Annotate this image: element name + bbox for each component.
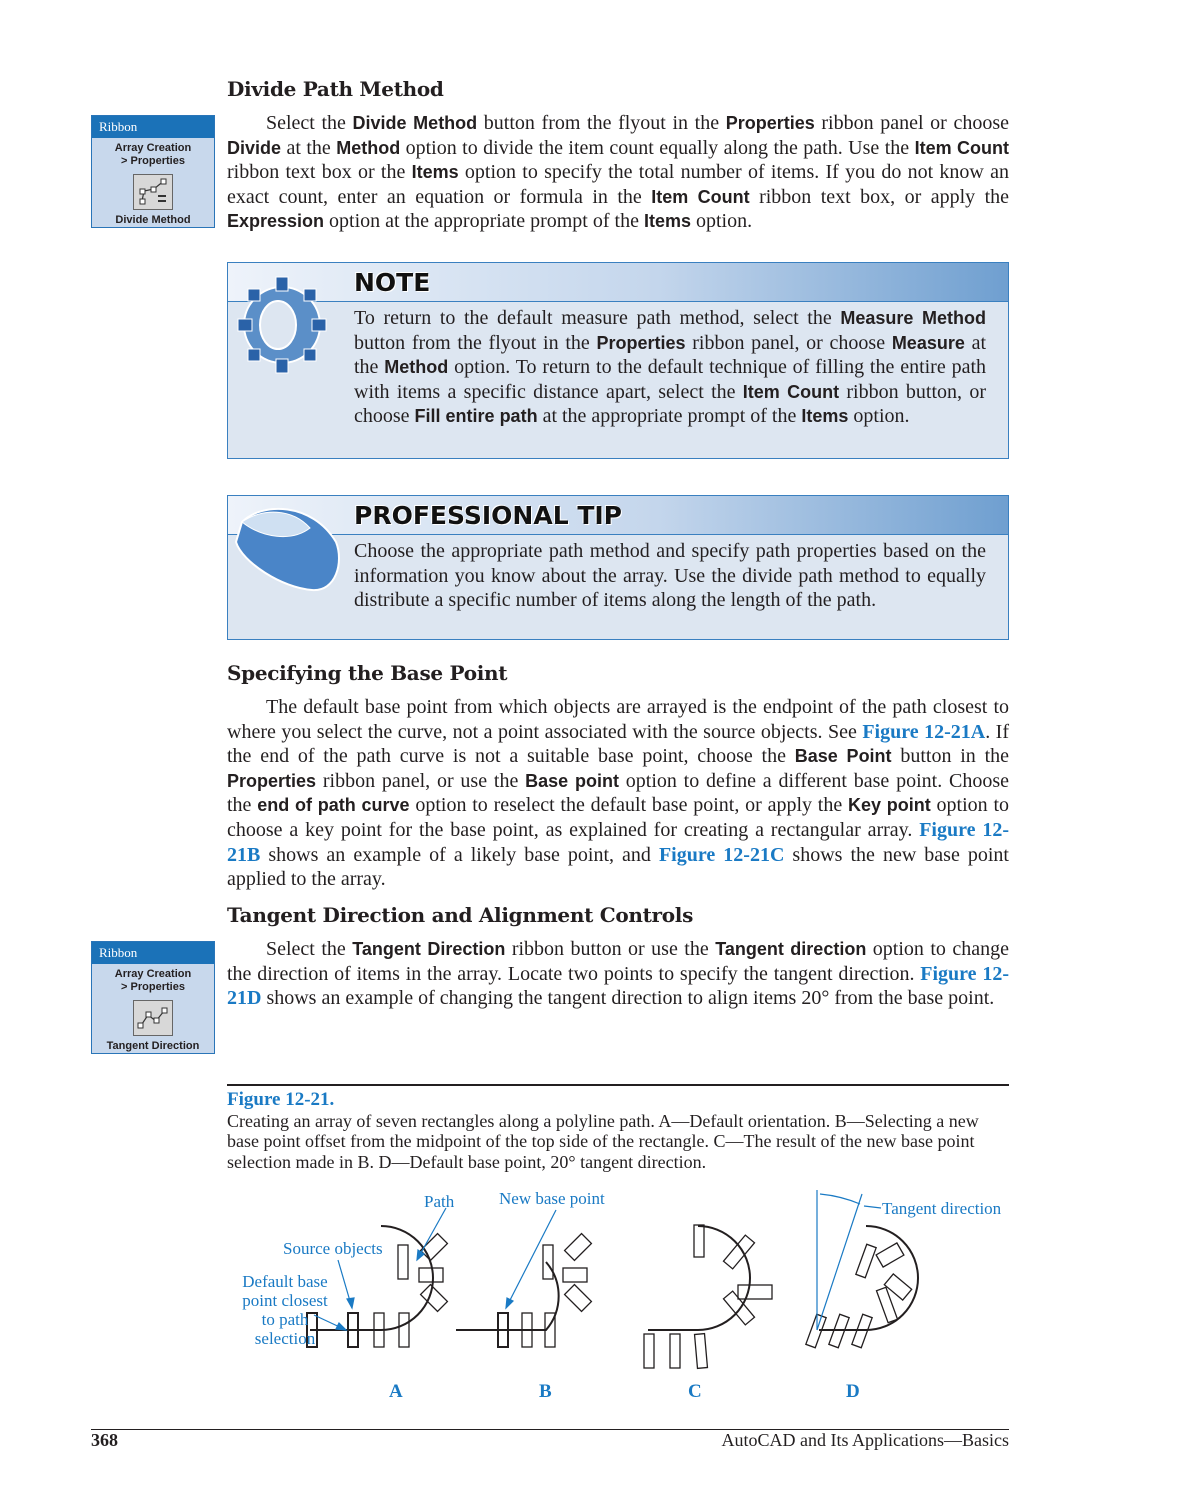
bold-term: Items	[643, 211, 691, 232]
ribbon-header: Ribbon	[92, 116, 214, 138]
mouse-icon	[232, 502, 344, 594]
bold-term: Properties	[725, 113, 815, 133]
heading-tangent-direction: Tangent Direction and Alignment Controls	[227, 903, 694, 927]
figure-12-21	[226, 1180, 1016, 1410]
text-run: ribbon button or use the	[505, 938, 716, 960]
note-text	[354, 302, 986, 429]
ribbon-callout-divide-method	[91, 115, 215, 228]
bold-term: Divide	[227, 137, 282, 158]
diagram-b	[410, 1226, 591, 1347]
bold-term: Item Count	[651, 186, 750, 207]
ribbon-tab: Array Creation	[114, 968, 192, 980]
text-run: option.	[848, 405, 910, 428]
figure-link[interactable]: Figure 12-21B	[227, 818, 1009, 866]
book-title: AutoCAD and Its Applications—Basics	[721, 1430, 1009, 1450]
label-path: Path	[424, 1192, 455, 1211]
text-run: shows an example of changing the tangent direction to align items 20° from the base point.	[261, 987, 995, 1010]
label-default-base-4: selection	[254, 1329, 316, 1348]
bold-term: Base point	[525, 770, 619, 791]
label-a: A	[389, 1381, 403, 1402]
text-run: ribbon panel or choose	[814, 112, 1009, 134]
heading-base-point: Specifying the Base Point	[227, 661, 508, 685]
figure-link[interactable]: Figure 12-21C	[658, 843, 785, 866]
bold-term: end of path curve	[257, 795, 410, 816]
bold-term: Item Count	[742, 381, 840, 402]
text-run: ribbon text box or the	[227, 161, 412, 184]
text-run: Choose the appropriate path method and specify path properties based on the information you know about the array. Use the divide path method to equally distribute a specific number of items along the length of the path.	[354, 540, 986, 612]
leader-lines	[314, 1190, 881, 1330]
text-run: Select the	[266, 938, 353, 960]
paragraph-base-point	[227, 695, 1009, 892]
figure-link[interactable]: Figure 12-21D	[227, 962, 1009, 1010]
text-run: at the appropriate prompt of the	[537, 405, 802, 428]
note-header-band	[228, 263, 1008, 302]
figure-caption-text: Creating an array of seven rectangles along a polyline path. A—Default orientation. B—Selecting a new base point offset from the midpoint of the top side of the rectangle. C—The result of the new base point selection made in B. D—Default base point, 20° tangent direction.	[227, 1110, 979, 1172]
figure-number: Figure 12-21.	[227, 1089, 335, 1110]
bold-term: Method	[336, 137, 401, 158]
text-run: option to reselect the default base point, or apply the	[409, 794, 848, 817]
text-run: option. To return to the default technique of filling the entire path with items a specific distance apart, select the	[354, 356, 987, 403]
tangent-direction-icon[interactable]	[133, 1000, 173, 1036]
figure-rule	[227, 1084, 1009, 1086]
text-run: ribbon button, or choose	[354, 380, 986, 428]
label-default-base-1: Default base	[242, 1272, 328, 1291]
text-run: at the	[354, 331, 987, 379]
bold-term: Items	[801, 406, 849, 427]
text-run: The default base point from which objects are arrayed is the endpoint of the path closest to where you select the curve, not a point associated with the source objects. See	[227, 696, 1009, 743]
label-new-base-point: New base point	[499, 1189, 605, 1208]
paragraph-tangent-direction	[227, 937, 1009, 1011]
label-source-objects: Source objects	[283, 1239, 383, 1258]
text-run: ribbon text box, or apply the	[749, 185, 1010, 208]
figure-caption	[227, 1089, 1009, 1172]
paragraph-divide-path	[227, 111, 1009, 234]
professional-tip-box	[227, 495, 1009, 640]
bold-term: Expression	[227, 211, 325, 232]
figure-link[interactable]: Figure 12-21A	[862, 720, 986, 743]
text-run: option at the appropriate prompt of the	[324, 210, 644, 233]
bold-term: Base Point	[794, 746, 892, 767]
bold-term: Fill entire path	[414, 406, 538, 427]
heading-divide-path-method: Divide Path Method	[227, 77, 444, 101]
bold-term: Tangent direction	[715, 939, 867, 959]
bold-term: Tangent Direction	[352, 939, 506, 959]
page-number: 368	[91, 1430, 118, 1450]
bold-term: Item Count	[914, 137, 1009, 158]
label-tangent-direction: Tangent direction	[882, 1199, 1002, 1218]
label-d: D	[846, 1381, 860, 1402]
bold-term: Key point	[848, 795, 931, 816]
text-run: at the	[281, 136, 337, 159]
ribbon-callout-tangent-direction	[91, 941, 215, 1054]
text-run: shows the new base point applied to the array.	[227, 843, 1009, 891]
ribbon-panel: > Properties	[121, 981, 185, 993]
ribbon-button-label: Divide Method	[115, 214, 191, 226]
tip-text	[354, 535, 986, 613]
text-run: Select the	[266, 112, 353, 134]
text-run: button from the flyout in the	[354, 331, 597, 354]
ribbon-header: Ribbon	[92, 942, 214, 964]
label-c: C	[688, 1381, 702, 1402]
bold-term: Method	[384, 357, 449, 378]
text-run: ribbon panel, or choose	[685, 331, 892, 354]
note-box	[227, 262, 1009, 459]
diagram-c	[644, 1225, 772, 1368]
bold-term: Items	[411, 162, 459, 183]
bold-term: Divide Method	[352, 113, 478, 133]
ribbon-button-label: Tangent Direction	[106, 1040, 200, 1052]
text-run: option to divide the item count equally along the path. Use the	[400, 136, 915, 159]
text-run: option to specify the total number of items. If you do not know an exact count, enter an equation or formula in the	[227, 161, 1009, 208]
text-run: ribbon panel, or use the	[316, 769, 526, 792]
text-run: option to define a different base point. Choose the	[227, 769, 1010, 817]
label-default-base-3: to path	[261, 1310, 309, 1329]
text-run: option.	[691, 210, 753, 233]
tip-title: PROFESSIONAL TIP	[354, 501, 623, 530]
text-run: button in the	[891, 745, 1009, 768]
text-run: . If the end of the path curve is not a suitable base point, choose the	[227, 720, 1009, 768]
text-run: button from the flyout in the	[477, 112, 726, 134]
label-b: B	[539, 1381, 552, 1402]
text-run: option to change the direction of items in the array. Locate two points to specify the tangent direction.	[227, 938, 1009, 985]
ribbon-tab: Array Creation	[114, 142, 192, 154]
divide-method-icon[interactable]	[133, 174, 173, 210]
text-run: option to choose a key point for the base point, as explained for creating a rectangular array.	[227, 794, 1010, 841]
text-run: shows an example of a likely base point, and	[260, 843, 659, 866]
bold-term: Properties	[596, 332, 686, 353]
note-title: NOTE	[354, 268, 431, 297]
text-run: To return to the default measure path method, select the	[354, 307, 841, 329]
bold-term: Measure	[891, 332, 965, 353]
gear-icon	[234, 269, 330, 377]
diagram-d	[806, 1226, 918, 1348]
ribbon-panel: > Properties	[121, 155, 185, 167]
bold-term: Properties	[227, 770, 317, 791]
label-default-base-2: point closest	[242, 1291, 328, 1310]
bold-term: Measure Method	[840, 308, 986, 328]
